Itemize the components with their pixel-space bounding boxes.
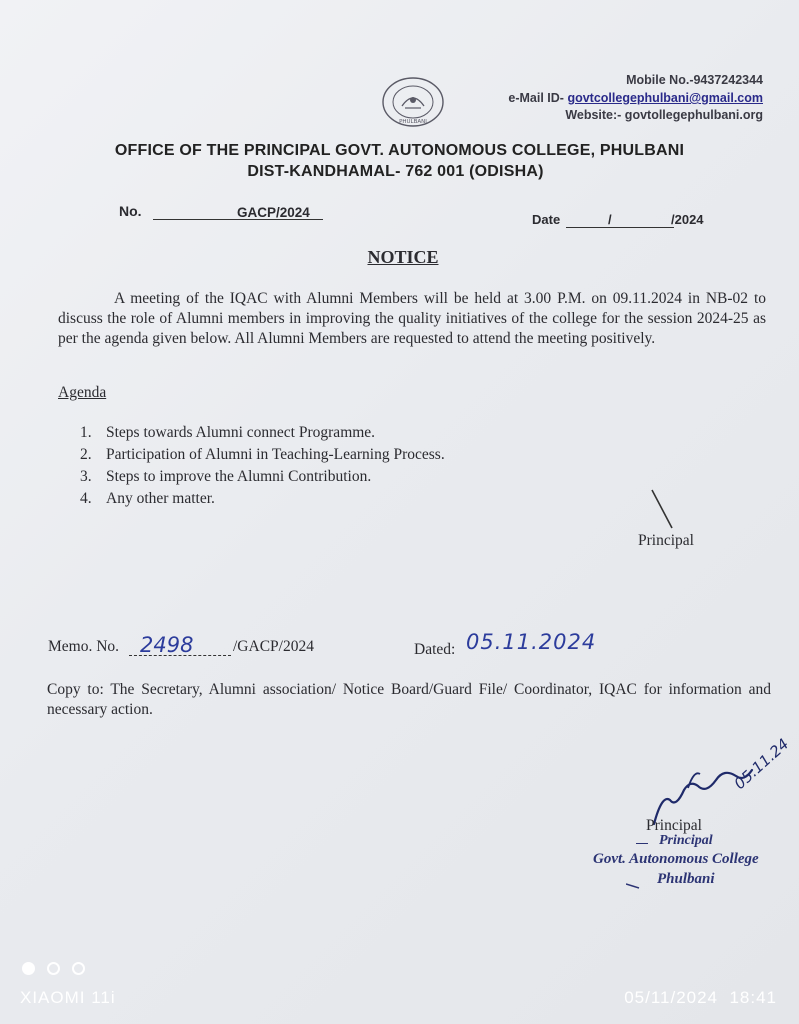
- copy-to: Copy to: The Secretary, Alumni association/ Notice Board/Guard File/ Coordinator, IQAC for information and necessary action.: [47, 681, 771, 718]
- seal-text: PHULBANI: [399, 119, 427, 125]
- date-year: /2024: [671, 212, 704, 227]
- stamp-line1: Principal: [659, 833, 713, 848]
- notice-body: A meeting of the IQAC with Alumni Members will be held at 3.00 P.M. on 09.11.2024 in NB-02 to discuss the role of Alumni members in improving the quality initiatives of the college for the session 2024-25 as per the agenda given below. All Alumni Members are requested to attend the meeting positively.: [58, 290, 766, 347]
- watermark-dot: [47, 962, 60, 975]
- watermark-dot-filled: [22, 962, 35, 975]
- agenda-item: 3. Steps to improve the Alumni Contribution.: [80, 468, 372, 485]
- notice-title: NOTICE: [367, 247, 439, 267]
- stamp-dash: [636, 843, 648, 844]
- contact-mobile: Mobile No.-9437242344: [626, 73, 763, 87]
- signature-principal-label: Principal: [646, 817, 702, 834]
- agenda-item: 4. Any other matter.: [80, 490, 215, 507]
- office-title: OFFICE OF THE PRINCIPAL GOVT. AUTONOMOUS COLLEGE, PHULBANI: [114, 142, 685, 159]
- contact-website: Website:- govtollegephulbani.org: [565, 108, 763, 122]
- agenda-item: 2. Participation of Alumni in Teaching-Learning Process.: [80, 446, 445, 463]
- agenda-title: Agenda: [58, 384, 107, 401]
- date-slash: /: [608, 212, 612, 227]
- watermark-dot: [72, 962, 85, 975]
- stamp-line3: Phulbani: [657, 871, 715, 887]
- contact-email: [508, 91, 763, 105]
- memo-label: Memo. No.: [48, 638, 120, 655]
- office-address: DIST-KANDHAMAL- 762 001 (ODISHA): [247, 163, 544, 180]
- handwritten-date: 05.11.24: [730, 734, 793, 793]
- watermark-device: XIAOMI 11i: [20, 988, 116, 1007]
- ref-no-value: GACP/2024: [237, 205, 310, 220]
- agenda-item: 1. Steps towards Alumni connect Programme.: [80, 424, 376, 441]
- email-label: e-Mail ID-: [508, 91, 568, 105]
- college-seal-logo: [380, 76, 446, 128]
- dated-value: 05.11.2024: [466, 630, 597, 654]
- stamp-line2: Govt. Autonomous College: [593, 851, 759, 867]
- date-label: Date: [532, 212, 561, 227]
- ref-no-label: No.: [119, 203, 142, 219]
- date-blank-line: [566, 227, 674, 228]
- memo-suffix: /GACP/2024: [233, 638, 314, 655]
- watermark-timestamp: 05/11/2024 18:41: [624, 988, 777, 1007]
- memo-number: 2498: [140, 633, 194, 657]
- dated-label: Dated:: [414, 641, 456, 658]
- signature-stroke: [648, 488, 678, 532]
- stamp-tick: [626, 876, 640, 882]
- email-link[interactable]: govtcollegephulbani@gmail.com: [567, 91, 763, 105]
- principal-label: Principal: [638, 532, 694, 549]
